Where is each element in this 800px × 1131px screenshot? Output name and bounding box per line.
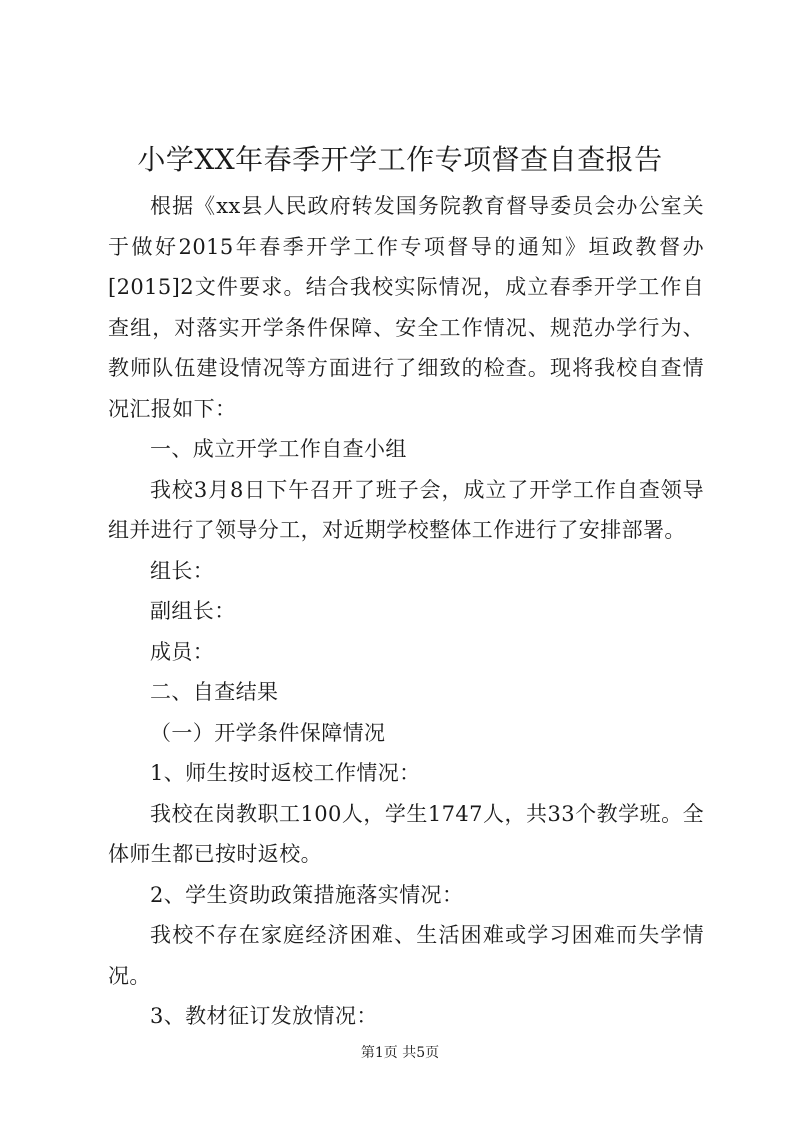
- subsection-heading-1: （一）开学条件保障情况: [150, 720, 386, 745]
- section-heading-1: 一、成立开学工作自查小组: [150, 437, 407, 461]
- members-line: 成员：: [150, 639, 215, 664]
- paragraph-meeting: 我校3月8日下午召开了班子会，成立了开学工作自查领导组并进行了领导分工，对近期学校整体工作进行了安排部署。: [108, 477, 704, 542]
- section-heading-2: 二、自查结果: [150, 680, 279, 704]
- group-leader-line: 组长：: [150, 558, 215, 583]
- item-heading-1: 1、师生按时返校工作情况：: [150, 761, 421, 785]
- paragraph-financial-aid: 我校不存在家庭经济困难、生活困难或学习困难而失学情况。: [108, 923, 704, 988]
- document-body: [108, 186, 704, 1037]
- item-heading-3: 3、教材征订发放情况：: [150, 1004, 378, 1028]
- deputy-leader-line: 副组长：: [150, 599, 236, 623]
- paragraph-staff-students: 我校在岗教职工100人，学生1747人，共33个教学班。全体师生都已按时返校。: [108, 801, 704, 866]
- page-number-footer: 第1页 共5页: [360, 1045, 440, 1061]
- paragraph-intro: 根据《xx县人民政府转发国务院教育督导委员会办公室关于做好2015年春季开学工作专项督导的通知》垣政教督办[2015]2文件要求。结合我校实际情况，成立春季开学工作自查组，对落实开学条件保障、安全工作情况、规范办学行为、教师队伍建设情况等方面进行了细致的检查。现将我校自查情况汇报如下：: [108, 194, 704, 421]
- document-title: 小学XX年春季开学工作专项督查自查报告: [137, 143, 663, 176]
- item-heading-2: 2、学生资助政策措施落实情况：: [150, 882, 464, 907]
